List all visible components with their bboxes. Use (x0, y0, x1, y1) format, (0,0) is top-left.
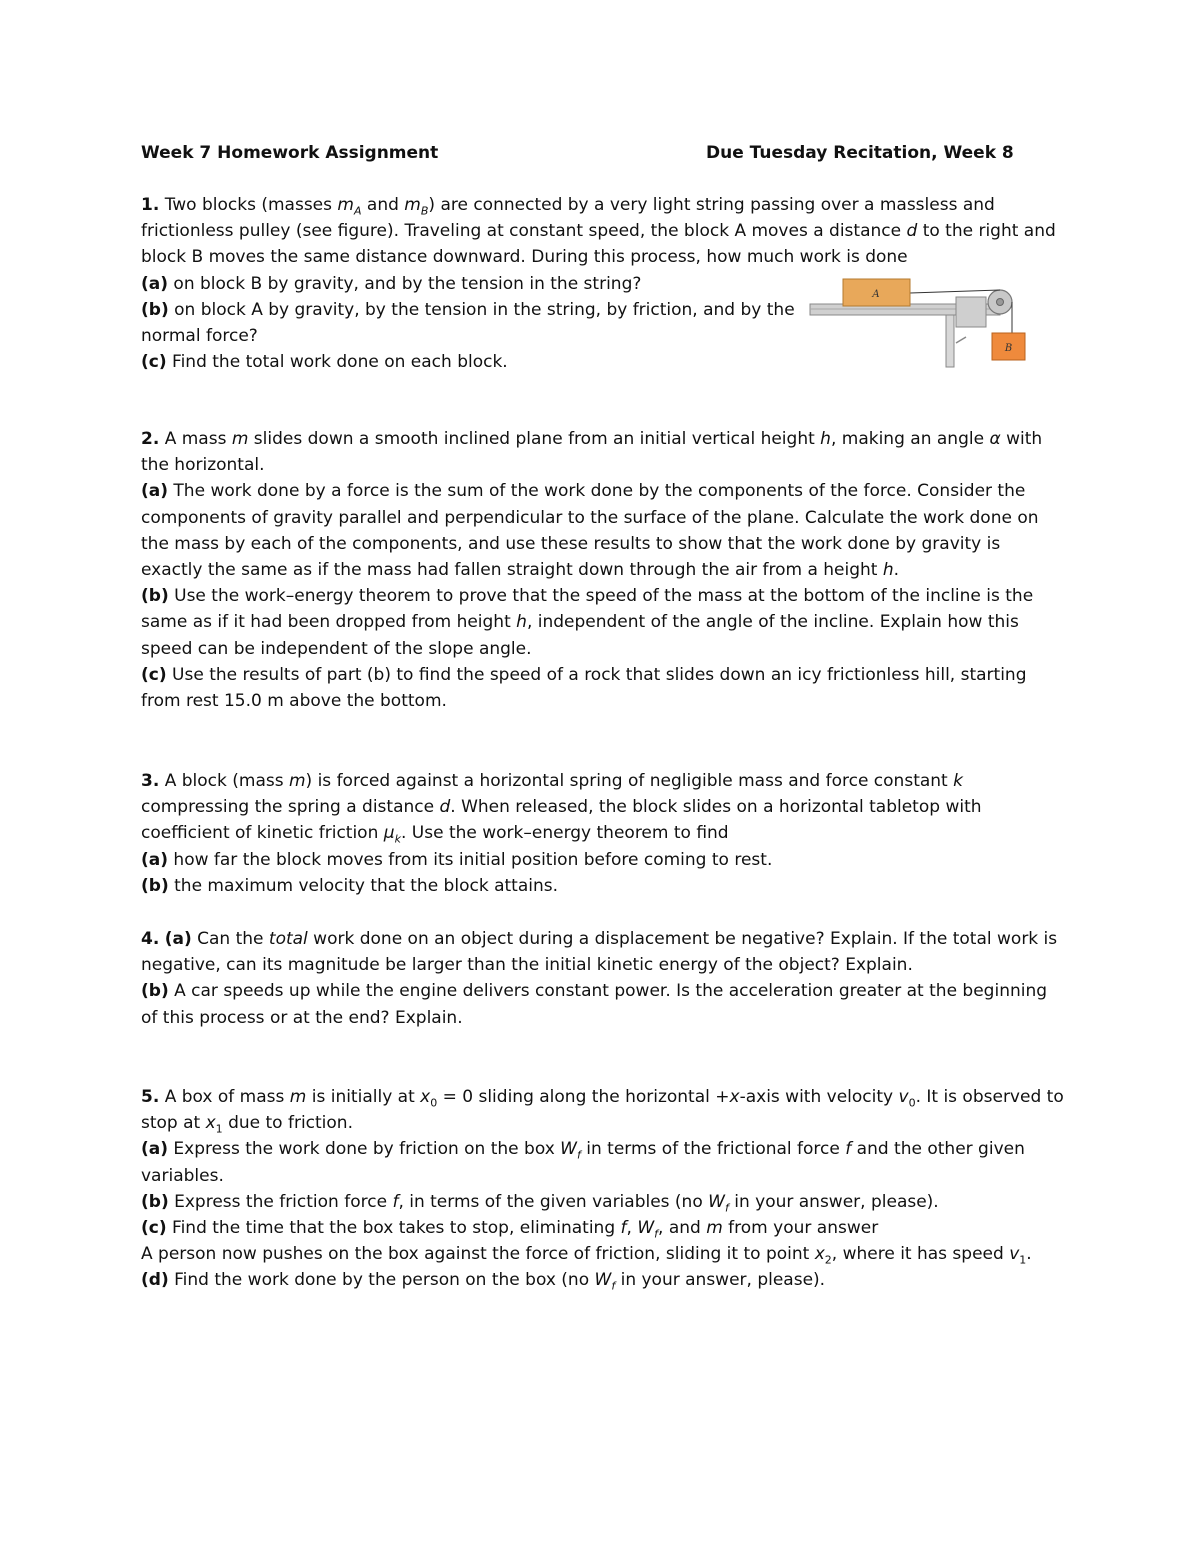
block-a-label: A (872, 289, 880, 300)
problem-5-person-pushes: A person now pushes on the box against the force of friction, sliding it to point $x_2$, where it has speed $v_1$. (141, 1244, 1032, 1267)
problem-number: 5. (141, 1087, 160, 1107)
string-horizontal (910, 290, 1000, 293)
problem-3 (141, 768, 1066, 899)
problem-5-part-c: (c) Find the time that the box takes to stop, eliminating f, $W_f$, and m from your answer (141, 1218, 879, 1241)
problem-5-part-a: (a) Express the work done by friction on the box $W_f$ in terms of the frictional force f and the other given variables. (141, 1139, 1025, 1186)
assignment-title: Week 7 Homework Assignment (141, 143, 439, 163)
problem-5 (141, 1084, 1066, 1294)
problem-4-part-b: (b) A car speeds up while the engine delivers constant power. Is the acceleration greater at the beginning of this process or at the end? Explain. (141, 981, 1048, 1028)
problem-1-part-c: (c) Find the total work done on each block. (141, 352, 508, 373)
problem-number: 2. (141, 429, 160, 449)
problem-3-statement: 3. A block (mass m) is forced against a horizontal spring of negligible mass and force constant k compressing the spring a distance d. When released, the block slides on a horizontal tabletop with coefficient of kinetic friction $\mu_k$. Use the work–energy theorem to find (141, 771, 982, 846)
problem-5-statement: 5. A box of mass m is initially at $x_0 = 0$ sliding along the horizontal +x-axis with velocity $v_0$. It is observed to stop at $x_1$ due to friction. (141, 1087, 1064, 1136)
problem-number: 4. (141, 929, 160, 949)
problem-5-part-d: (d) Find the work done by the person on the box (no $W_f$ in your answer, please). (141, 1270, 826, 1293)
problem-2-part-b: (b) Use the work–energy theorem to prove that the speed of the mass at the bottom of the incline is the same as if it had been dropped from height h, independent of the angle of the incline. Explain how this speed can be independent of the slope angle. (141, 586, 1034, 659)
problem-2-part-c: (c) Use the results of part (b) to find the speed of a rock that slides down an icy frictionless hill, starting from rest 15.0 m above the bottom. (141, 664, 1027, 712)
problem-1-statement: 1. Two blocks (masses $m_A$ and $m_B$) are connected by a very light string passing over a massless and frictionless pulley (see figure). Traveling at constant speed, the block A moves a distance d to the right and block B moves the same distance downward. During this process, how much work is done (141, 195, 1056, 268)
problem-3-part-a: (a) how far the block moves from its initial position before coming to rest. (141, 849, 773, 870)
problem-2-statement: 2. A mass m slides down a smooth inclined plane from an initial vertical height h, making an angle α with the horizontal. (141, 429, 1043, 476)
problem-4 (141, 926, 1066, 1031)
problem-2-part-a: (a) The work done by a force is the sum of the work done by the components of the force. Consider the components of gravity parallel and perpendicular to the surface of the plane. Calculate the work done on the mass by each of the components, and use these results to show that the work done by gravity is exactly the same as if the mass had fallen straight down through the air from a height h. (141, 481, 1039, 581)
clamp-screw (956, 337, 966, 343)
due-date: Due Tuesday Recitation, Week 8 (706, 143, 1014, 163)
pulley-axle (997, 299, 1004, 306)
page-header (141, 143, 1061, 169)
problem-1-part-a: (a) on block B by gravity, and by the tension in the string? (141, 273, 642, 294)
table-leg (946, 315, 954, 367)
pulley-figure (808, 277, 1030, 369)
problem-number: 3. (141, 771, 160, 791)
problem-5-part-b: (b) Express the friction force f, in terms of the given variables (no $W_f$ in your answer, please). (141, 1191, 939, 1215)
problem-4-part-a: 4. (a) Can the total work done on an object during a displacement be negative? Explain. If the total work is negative, can its magnitude be larger than the initial kinetic energy of the object? Explain. (141, 929, 1058, 976)
problem-2 (141, 426, 1066, 714)
pulley-diagram (808, 277, 1030, 369)
pulley-clamp (956, 297, 986, 327)
problem-3-part-b: (b) the maximum velocity that the block attains. (141, 875, 558, 896)
problem-number: 1. (141, 195, 160, 215)
block-b-label: B (1004, 343, 1013, 354)
problem-1-part-b: (b) on block A by gravity, by the tension in the string, by friction, and by the normal force? (141, 299, 795, 347)
